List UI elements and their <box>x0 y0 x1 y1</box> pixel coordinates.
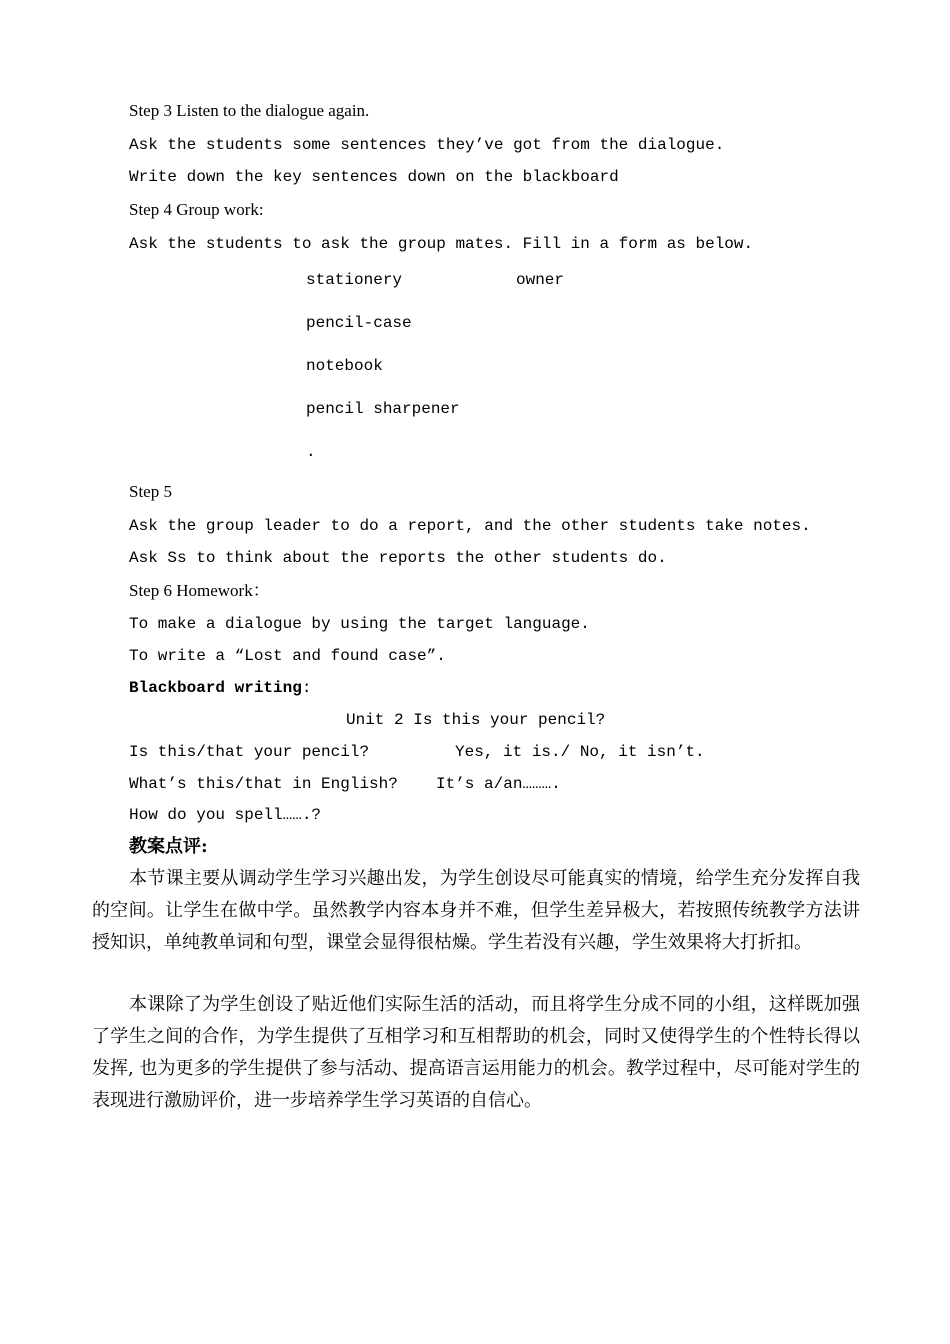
blackboard-row2-left: What’s this/that in English? <box>129 775 398 793</box>
step3-heading: Step 3 Listen to the dialogue again. <box>129 101 370 120</box>
step4-line1: Ask the students to ask the group mates. Fill in a form as below. <box>129 235 754 253</box>
form-row: pencil sharpener <box>306 400 460 418</box>
form-row: . <box>306 443 316 461</box>
step5-line2: Ask Ss to think about the reports the other students do. <box>129 549 667 567</box>
blackboard-row3: How do you spell…….? <box>129 806 322 824</box>
form-header-owner: owner <box>516 271 565 289</box>
step5-heading: Step 5 <box>129 482 172 501</box>
form-row: notebook <box>306 357 383 375</box>
blackboard-heading: Blackboard writing <box>129 679 302 697</box>
step6-line2: To write a “Lost and found case”. <box>129 647 446 665</box>
review-heading: 教案点评: <box>129 836 208 857</box>
blackboard-heading-line <box>129 680 311 696</box>
blackboard-title: Unit 2 Is this your pencil? <box>346 711 606 729</box>
step3-line1: Ask the students some sentences they’ve got from the dialogue. <box>129 136 725 154</box>
step4-heading: Step 4 Group work: <box>129 200 264 219</box>
blackboard-row1-left: Is this/that your pencil? <box>129 743 370 761</box>
review-paragraph-1: 本节课主要从调动学生学习兴趣出发，为学生创设尽可能真实的情境，给学生充分发挥自我的空间。让学生在做中学。虽然教学内容本身并不难，但学生差异极大，若按照传统教学方法讲授知识，单纯教单词和句型，课堂会显得很枯燥。学生若没有兴趣，学生效果将大打折扣。 <box>92 868 860 953</box>
step6-heading: Step 6 Homework： <box>129 581 270 600</box>
form-header-stationery: stationery <box>306 271 403 289</box>
blackboard-row1-right: Yes, it is./ No, it isn’t. <box>455 743 705 761</box>
step3-line2: Write down the key sentences down on the blackboard <box>129 168 619 186</box>
form-row: pencil-case <box>306 314 412 332</box>
blackboard-row2-right: It’s a/an………. <box>436 775 561 793</box>
review-paragraph-2: 本课除了为学生创设了贴近他们实际生活的活动，而且将学生分成不同的小组，这样既加强了学生之间的合作，为学生提供了互相学习和互相帮助的机会，同时又使得学生的个性特长得以发挥, 也为更多的学生提供了参与活动、提高语言运用能力的机会。教学过程中，尽可能对学生的表现进行激励评价，进一步培养学生学习英语的自信心。 <box>92 994 860 1111</box>
step5-line1: Ask the group leader to do a report, and the other students take notes. <box>129 517 811 535</box>
blackboard-heading-colon: : <box>301 679 312 697</box>
step6-line1: To make a dialogue by using the target language. <box>129 615 590 633</box>
